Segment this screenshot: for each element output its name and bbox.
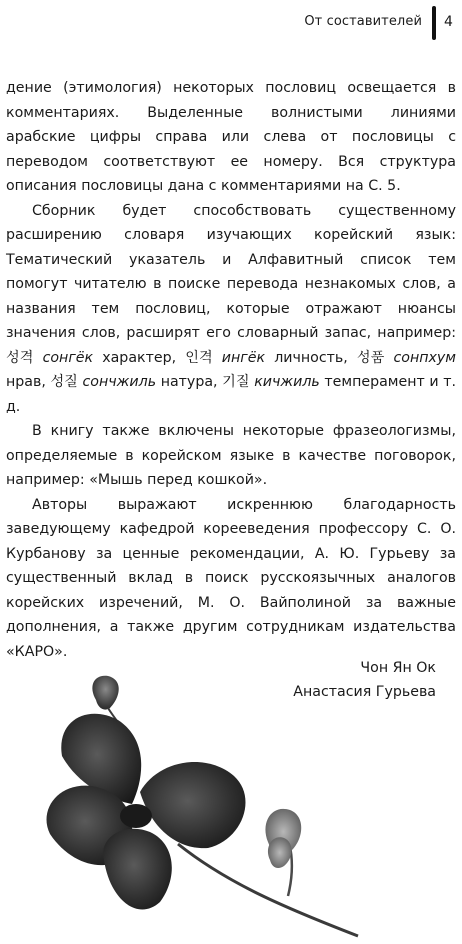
author-2: Анастасия Гурьева (293, 684, 436, 700)
meaning-4: натура (160, 374, 214, 390)
meaning-2: личность (274, 349, 344, 366)
separator: , (171, 349, 186, 366)
meaning-5: темперамент (324, 374, 425, 390)
ink-flower-icon (28, 664, 388, 944)
translit-4: сончжиль (82, 374, 157, 390)
korean-word-2: 인격 (185, 349, 213, 366)
korean-word-4: 성질 (50, 374, 78, 390)
text-after: и т. д. (6, 374, 456, 415)
korean-word-5: 기질 (222, 374, 250, 390)
paragraph-2-text: Сборник будет способствовать существенному расширению словаря изучающих корейский язык: Тематический указатель и Алфавитный список тем помогут читателю в поиске перевода незнакомых слов, а названия тем пословиц, которые отражают нюансы значения слов, расширят его словарный запас, например: (6, 202, 456, 341)
separator: , (41, 374, 51, 390)
translit-2: ингёк (221, 349, 266, 366)
korean-word-3: 성품 (356, 349, 385, 366)
body-text (6, 76, 456, 664)
header-divider (432, 6, 436, 40)
translit-1: сонгёк (42, 349, 94, 366)
author-1: Чон Ян Ок (360, 660, 436, 676)
translit-5: кичжиль (254, 374, 320, 390)
paragraph-2 (6, 199, 456, 420)
meaning-3: нрав (6, 374, 42, 390)
separator: , (343, 349, 357, 366)
translit-3: сонпхум (393, 349, 456, 366)
korean-word-1: 성격 (6, 349, 34, 366)
section-title: От составителей (304, 14, 422, 29)
page-header (0, 0, 462, 44)
paragraph-1: дение (этимология) некоторых пословиц освещается в комментариях. Выделенные волнистыми линиями арабские цифры справа или слева от пословицы с переводом соответствуют ее номеру. Вся структура описания пословицы дана с комментариями на С. 5. (6, 80, 456, 194)
paragraph-4: Авторы выражают искреннюю благодарность заведующему кафедрой корееведения профессору С. О. Курбанову за ценные рекомендации, А. Ю. Гурьеву за существенный вклад в поиск русскоязычных аналогов корейских изречений, М. О. Вайполиной за важные дополнения, а также другим сотрудникам издательства «КАРО». (6, 496, 456, 660)
separator: , (213, 374, 223, 390)
meaning-1: характер (102, 349, 172, 366)
page-number: 4 (444, 14, 453, 30)
paragraph-3: В книгу также включены некоторые фразеологизмы, определяемые в корейском языке в качестве поговорок, например: «Мышь перед кошкой». (6, 423, 456, 488)
